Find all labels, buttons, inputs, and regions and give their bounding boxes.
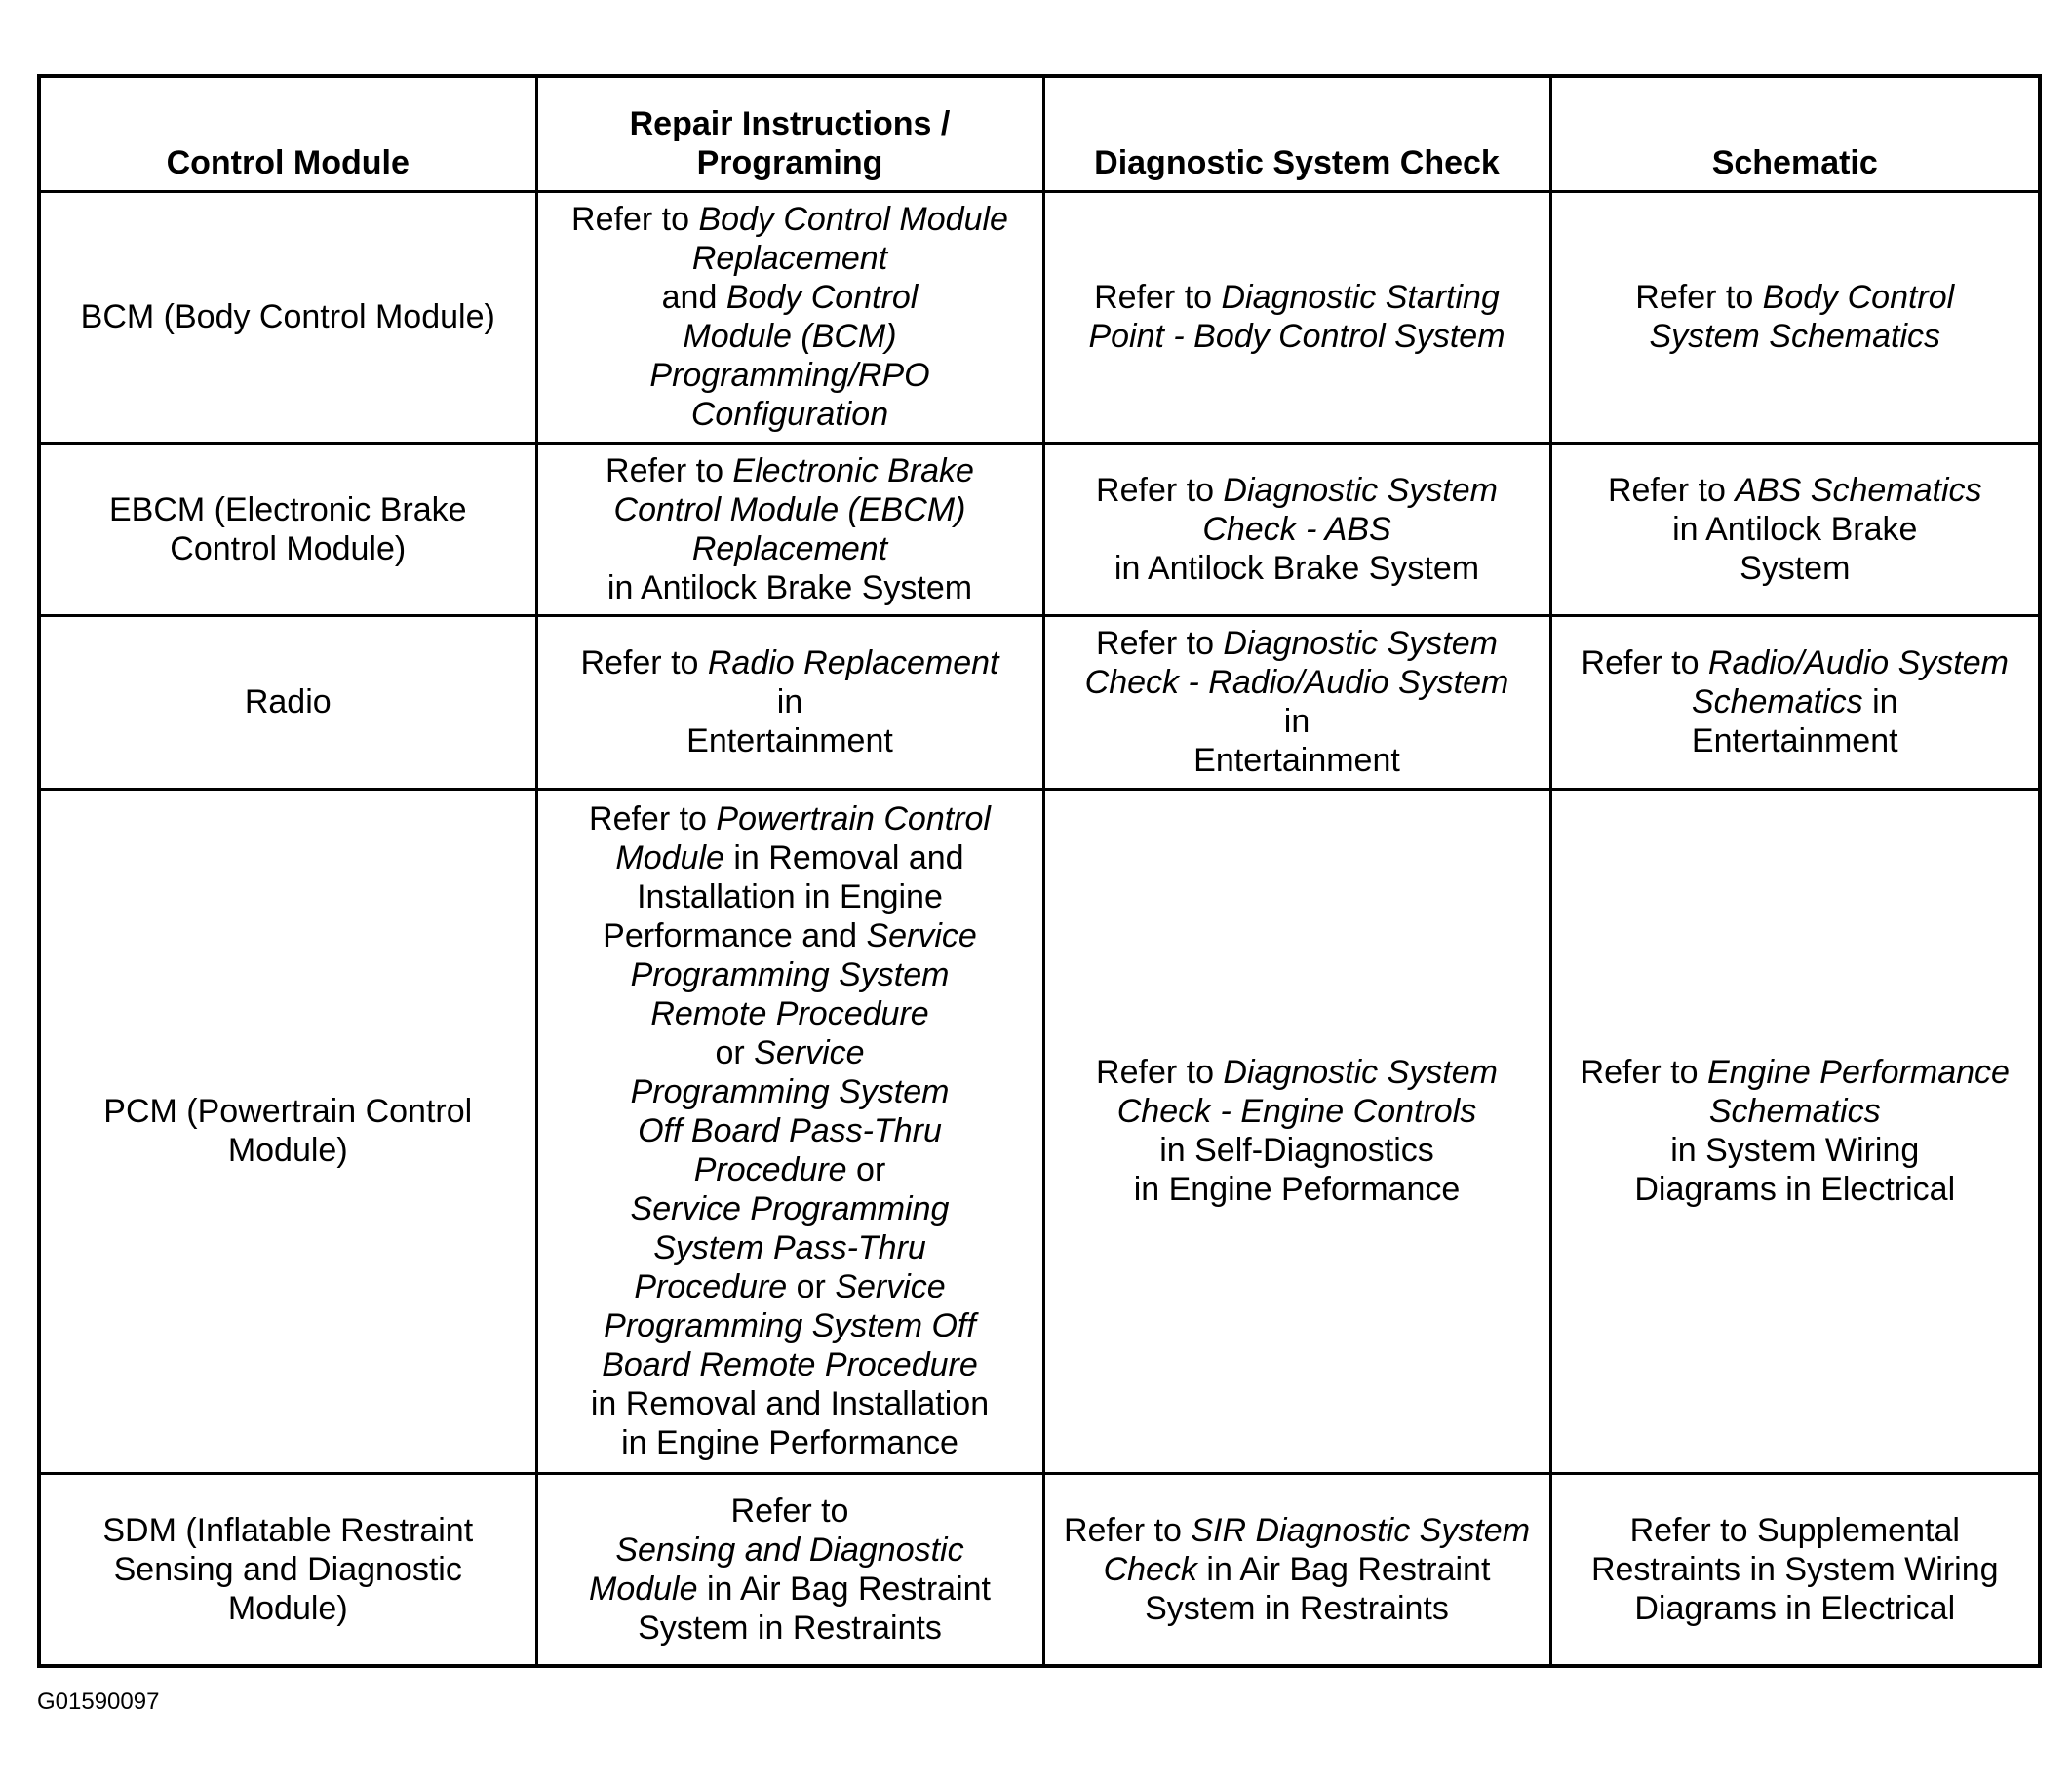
cell-line bbox=[548, 955, 1033, 994]
header-line: Programing bbox=[696, 143, 883, 181]
plain-text: PCM (Powertrain Control bbox=[103, 1093, 473, 1131]
plain-text: in Antilock Brake bbox=[1672, 510, 1918, 548]
cell-line bbox=[548, 278, 1033, 317]
italic-reference-text: System Schematics bbox=[1649, 318, 1941, 356]
cell-repair-instructions bbox=[536, 1473, 1043, 1666]
plain-text: Refer to bbox=[1580, 1054, 1707, 1092]
cell-line bbox=[1562, 1170, 2029, 1209]
control-module-reference-table bbox=[37, 74, 2042, 1668]
italic-reference-text: Check bbox=[1103, 1550, 1197, 1588]
cell-control-module bbox=[39, 444, 536, 616]
plain-text: in bbox=[776, 683, 803, 721]
plain-text: in bbox=[1283, 703, 1310, 741]
plain-text: Radio bbox=[244, 683, 332, 721]
plain-text: System in Restraints bbox=[638, 1609, 942, 1647]
row-bcm bbox=[39, 191, 2040, 444]
cell-line bbox=[1562, 1511, 2029, 1550]
plain-text: Installation in Engine bbox=[637, 878, 943, 916]
plain-text: or bbox=[715, 1034, 755, 1072]
italic-reference-text: Body Control Module bbox=[698, 201, 1008, 239]
italic-reference-text: Module bbox=[589, 1570, 698, 1608]
cell-line bbox=[548, 1531, 1033, 1570]
header-repair-instructions bbox=[536, 76, 1043, 191]
cell-line bbox=[548, 200, 1033, 239]
plain-text: or bbox=[787, 1268, 836, 1306]
cell-line bbox=[548, 1423, 1033, 1462]
cell-control-module bbox=[39, 615, 536, 789]
italic-reference-text: Service Programming bbox=[630, 1190, 950, 1228]
italic-reference-text: Programming System bbox=[630, 1073, 950, 1111]
cell-line bbox=[1562, 1589, 2029, 1628]
plain-text: Refer to bbox=[606, 451, 733, 489]
italic-reference-text: Service bbox=[866, 917, 977, 955]
cell-schematic bbox=[1550, 789, 2040, 1473]
plain-text: in Air Bag Restraint bbox=[697, 1570, 991, 1608]
plain-text: in Removal and Installation bbox=[590, 1385, 990, 1423]
cell-line bbox=[1562, 510, 2029, 549]
header-schematic bbox=[1550, 76, 2040, 191]
cell-line bbox=[548, 916, 1033, 955]
italic-reference-text: Module bbox=[615, 839, 724, 877]
plain-text: in Air Bag Restraint bbox=[1196, 1550, 1491, 1588]
cell-line bbox=[1055, 278, 1540, 317]
plain-text: System in Restraints bbox=[1145, 1589, 1449, 1627]
italic-reference-text: Schematics bbox=[1708, 1093, 1881, 1131]
row-pcm bbox=[39, 789, 2040, 1473]
cell-line bbox=[1055, 1131, 1540, 1170]
italic-reference-text: Radio/Audio System bbox=[1707, 644, 2009, 682]
italic-reference-text: Module (BCM) bbox=[683, 318, 897, 356]
header-line: Control Module bbox=[166, 143, 410, 181]
cell-line bbox=[1562, 1550, 2029, 1589]
cell-line bbox=[51, 529, 526, 568]
cell-line bbox=[51, 1511, 526, 1550]
cell-line bbox=[51, 297, 526, 336]
cell-line bbox=[548, 1609, 1033, 1647]
plain-text: BCM (Body Control Module) bbox=[80, 298, 495, 336]
italic-reference-text: SIR Diagnostic System bbox=[1191, 1511, 1531, 1549]
table-header-row bbox=[39, 76, 2040, 191]
plain-text: Diagrams in Electrical bbox=[1634, 1589, 1956, 1627]
cell-line bbox=[51, 490, 526, 529]
cell-line bbox=[548, 395, 1033, 434]
cell-line bbox=[548, 1570, 1033, 1609]
plain-text: in bbox=[1862, 683, 1898, 721]
cell-line bbox=[1055, 1170, 1540, 1209]
cell-line bbox=[548, 1033, 1033, 1072]
plain-text: in Engine Performance bbox=[621, 1424, 958, 1462]
cell-schematic bbox=[1550, 191, 2040, 444]
cell-line bbox=[1562, 1053, 2029, 1092]
cell-line bbox=[548, 682, 1033, 721]
italic-reference-text: System Pass-Thru bbox=[653, 1229, 926, 1267]
cell-line bbox=[548, 1150, 1033, 1189]
cell-line bbox=[1055, 741, 1540, 780]
italic-reference-text: Board Remote Procedure bbox=[602, 1346, 978, 1384]
cell-line bbox=[548, 239, 1033, 278]
cell-line bbox=[1055, 702, 1540, 741]
plain-text: Sensing and Diagnostic bbox=[113, 1550, 462, 1588]
italic-reference-text: Radio Replacement bbox=[707, 644, 999, 682]
plain-text: System bbox=[1740, 549, 1851, 587]
cell-line bbox=[548, 877, 1033, 916]
cell-line bbox=[1562, 682, 2029, 721]
plain-text: Entertainment bbox=[686, 722, 893, 760]
cell-line bbox=[1562, 1092, 2029, 1131]
italic-reference-text: Replacement bbox=[691, 240, 888, 278]
italic-reference-text: Configuration bbox=[690, 396, 889, 434]
header-diagnostic-system-check bbox=[1043, 76, 1550, 191]
italic-reference-text: Procedure bbox=[693, 1151, 847, 1189]
italic-reference-text: Off Board Pass-Thru bbox=[638, 1112, 942, 1150]
italic-reference-text: Service bbox=[754, 1034, 865, 1072]
cell-schematic bbox=[1550, 444, 2040, 616]
cell-schematic bbox=[1550, 1473, 2040, 1666]
cell-line bbox=[51, 682, 526, 721]
cell-line bbox=[1055, 1511, 1540, 1550]
plain-text: Refer to bbox=[730, 1492, 849, 1530]
cell-line bbox=[1562, 317, 2029, 356]
italic-reference-text: Programming System bbox=[630, 956, 950, 994]
cell-line bbox=[548, 1228, 1033, 1267]
plain-text: Refer to bbox=[1635, 279, 1763, 317]
italic-reference-text: Schematics bbox=[1691, 683, 1863, 721]
plain-text: Refer to bbox=[571, 201, 699, 239]
cell-line bbox=[1055, 1092, 1540, 1131]
plain-text: or bbox=[846, 1151, 886, 1189]
cell-line bbox=[548, 838, 1033, 877]
plain-text: in Antilock Brake System bbox=[606, 568, 973, 606]
figure-code: G01590097 bbox=[37, 1688, 160, 1715]
italic-reference-text: Powertrain Control bbox=[716, 800, 991, 838]
cell-control-module bbox=[39, 191, 536, 444]
cell-line bbox=[548, 1384, 1033, 1423]
plain-text: Refer to bbox=[1094, 279, 1222, 317]
plain-text: Performance and bbox=[603, 917, 867, 955]
cell-line bbox=[1055, 624, 1540, 663]
cell-diagnostic-check bbox=[1043, 191, 1550, 444]
cell-line bbox=[548, 1111, 1033, 1150]
cell-line bbox=[548, 451, 1033, 490]
cell-line bbox=[548, 568, 1033, 607]
italic-reference-text: Sensing and Diagnostic bbox=[615, 1531, 964, 1569]
cell-line bbox=[1055, 549, 1540, 588]
plain-text: Refer to bbox=[1063, 1511, 1192, 1549]
cell-line bbox=[548, 643, 1033, 682]
italic-reference-text: Diagnostic System bbox=[1223, 625, 1498, 663]
plain-text: Refer to bbox=[1581, 644, 1708, 682]
cell-line bbox=[1055, 317, 1540, 356]
italic-reference-text: Control Module (EBCM) bbox=[613, 490, 966, 528]
cell-line bbox=[548, 994, 1033, 1033]
plain-text: Refer to bbox=[1096, 625, 1224, 663]
plain-text: Entertainment bbox=[1691, 722, 1898, 760]
plain-text: Refer to bbox=[1096, 471, 1224, 509]
cell-line bbox=[548, 1345, 1033, 1384]
cell-diagnostic-check bbox=[1043, 789, 1550, 1473]
italic-reference-text: Check - ABS bbox=[1202, 510, 1391, 548]
plain-text: Diagrams in Electrical bbox=[1634, 1171, 1956, 1209]
plain-text: SDM (Inflatable Restraint bbox=[102, 1511, 474, 1549]
row-radio bbox=[39, 615, 2040, 789]
italic-reference-text: Remote Procedure bbox=[650, 995, 929, 1033]
italic-reference-text: ABS Schematics bbox=[1735, 471, 1982, 509]
cell-line bbox=[548, 1492, 1033, 1531]
cell-line bbox=[1562, 471, 2029, 510]
italic-reference-text: Check - Engine Controls bbox=[1116, 1093, 1477, 1131]
italic-reference-text: Procedure bbox=[634, 1268, 788, 1306]
cell-diagnostic-check bbox=[1043, 1473, 1550, 1666]
italic-reference-text: Body Control bbox=[725, 279, 919, 317]
italic-reference-text: Diagnostic Starting bbox=[1221, 279, 1500, 317]
cell-repair-instructions bbox=[536, 615, 1043, 789]
plain-text: Restraints in System Wiring bbox=[1590, 1550, 1999, 1588]
header-control-module bbox=[39, 76, 536, 191]
italic-reference-text: Point - Body Control System bbox=[1088, 318, 1505, 356]
row-sdm bbox=[39, 1473, 2040, 1666]
cell-line bbox=[1055, 1589, 1540, 1628]
plain-text: Control Module) bbox=[170, 529, 407, 567]
cell-control-module bbox=[39, 1473, 536, 1666]
plain-text: in Self-Diagnostics bbox=[1159, 1132, 1434, 1170]
italic-reference-text: Diagnostic System bbox=[1223, 471, 1498, 509]
cell-diagnostic-check bbox=[1043, 615, 1550, 789]
cell-line bbox=[1055, 510, 1540, 549]
cell-diagnostic-check bbox=[1043, 444, 1550, 616]
plain-text: EBCM (Electronic Brake bbox=[108, 490, 467, 528]
plain-text: Refer to bbox=[1607, 471, 1736, 509]
plain-text: Refer to bbox=[1096, 1054, 1224, 1092]
cell-control-module bbox=[39, 789, 536, 1473]
italic-reference-text: Diagnostic System bbox=[1223, 1054, 1498, 1092]
plain-text: in System Wiring bbox=[1670, 1132, 1920, 1170]
cell-line bbox=[548, 799, 1033, 838]
header-line: Diagnostic System Check bbox=[1094, 143, 1500, 181]
plain-text: in Antilock Brake System bbox=[1114, 549, 1480, 587]
cell-line bbox=[548, 1072, 1033, 1111]
cell-schematic bbox=[1550, 615, 2040, 789]
plain-text: Module) bbox=[227, 1589, 348, 1627]
plain-text: and bbox=[661, 279, 726, 317]
cell-line bbox=[548, 490, 1033, 529]
plain-text: Refer to bbox=[580, 644, 708, 682]
cell-line bbox=[1055, 663, 1540, 702]
cell-line bbox=[548, 1189, 1033, 1228]
cell-line bbox=[51, 1589, 526, 1628]
cell-line bbox=[51, 1092, 526, 1131]
cell-line bbox=[1055, 471, 1540, 510]
cell-line bbox=[1055, 1550, 1540, 1589]
cell-line bbox=[1055, 1053, 1540, 1092]
plain-text: Module) bbox=[227, 1132, 348, 1170]
row-ebcm bbox=[39, 444, 2040, 616]
plain-text: in Engine Peformance bbox=[1133, 1171, 1461, 1209]
plain-text: Entertainment bbox=[1193, 742, 1400, 780]
cell-line bbox=[1562, 643, 2029, 682]
italic-reference-text: Service bbox=[835, 1268, 946, 1306]
header-line: Repair Instructions / bbox=[629, 104, 951, 142]
cell-line bbox=[548, 356, 1033, 395]
italic-reference-text: Body Control bbox=[1762, 279, 1955, 317]
cell-line bbox=[1562, 549, 2029, 588]
cell-line bbox=[548, 721, 1033, 760]
cell-repair-instructions bbox=[536, 444, 1043, 616]
cell-line bbox=[548, 317, 1033, 356]
italic-reference-text: Check - Radio/Audio System bbox=[1084, 664, 1509, 702]
cell-line bbox=[548, 1306, 1033, 1345]
cell-line bbox=[1562, 721, 2029, 760]
italic-reference-text: Replacement bbox=[691, 529, 888, 567]
plain-text: Refer to Supplemental bbox=[1629, 1511, 1960, 1549]
cell-line bbox=[548, 1267, 1033, 1306]
italic-reference-text: Programming/RPO bbox=[649, 357, 930, 395]
italic-reference-text: Engine Performance bbox=[1706, 1054, 2010, 1092]
plain-text: Refer to bbox=[589, 800, 717, 838]
cell-line bbox=[51, 1131, 526, 1170]
cell-repair-instructions bbox=[536, 191, 1043, 444]
plain-text: in Removal and bbox=[723, 839, 964, 877]
cell-line bbox=[548, 529, 1033, 568]
cell-repair-instructions bbox=[536, 789, 1043, 1473]
cell-line bbox=[1562, 1131, 2029, 1170]
cell-line bbox=[51, 1550, 526, 1589]
italic-reference-text: Programming System Off bbox=[604, 1307, 976, 1345]
header-line: Schematic bbox=[1711, 143, 1878, 181]
italic-reference-text: Electronic Brake bbox=[732, 451, 974, 489]
cell-line bbox=[1562, 278, 2029, 317]
